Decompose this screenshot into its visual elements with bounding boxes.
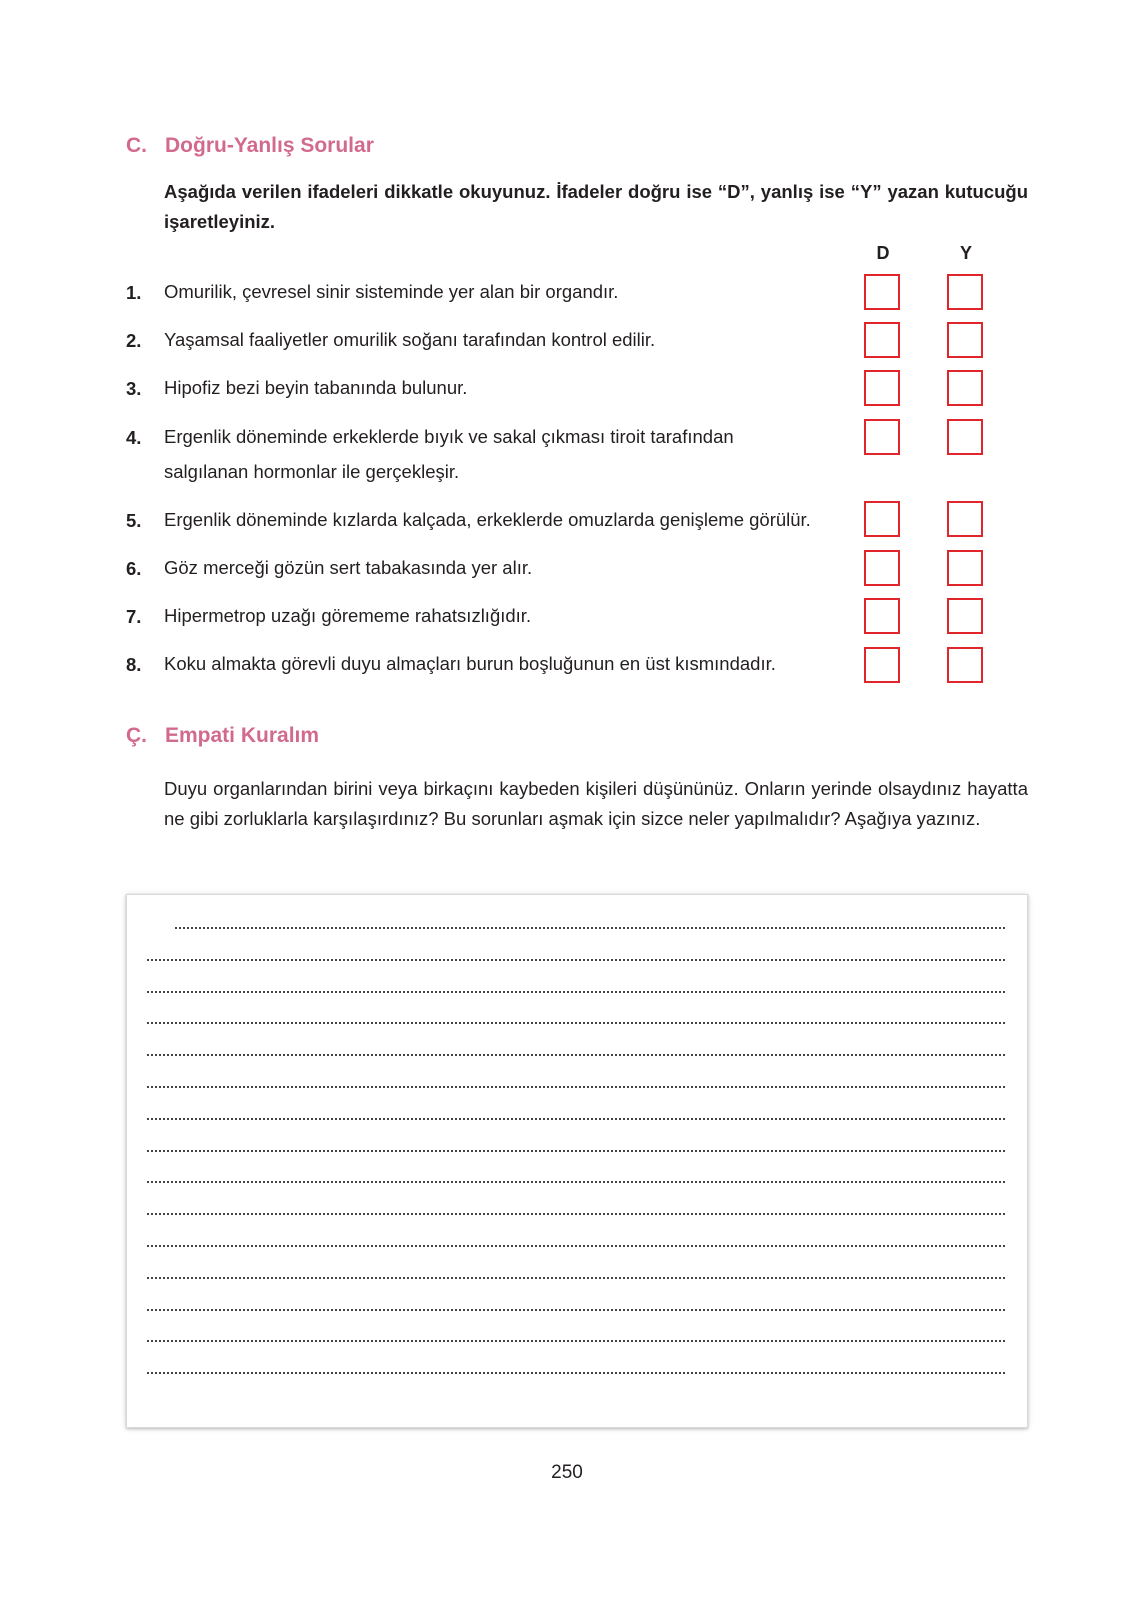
checkbox-false[interactable]: [947, 370, 983, 406]
answer-writing-area[interactable]: [126, 894, 1028, 1428]
column-header-true: D: [876, 243, 890, 263]
question-number: 6.: [126, 558, 142, 579]
checkbox-true[interactable]: [864, 274, 900, 310]
writing-line: [147, 1245, 1005, 1247]
section-c-letter: C.: [126, 134, 147, 157]
writing-line: [147, 1181, 1005, 1183]
writing-line: [147, 1086, 1005, 1088]
question-text: Göz merceği gözün sert tabakasında yer alır.: [164, 557, 533, 578]
checkbox-true[interactable]: [864, 598, 900, 634]
question-number: 1.: [126, 282, 142, 303]
checkbox-true[interactable]: [864, 370, 900, 406]
section-c-title: Doğru-Yanlış Sorular: [165, 134, 374, 157]
writing-line: [147, 1213, 1005, 1215]
page-number: 250: [551, 1462, 583, 1483]
question-number: 5.: [126, 510, 142, 531]
writing-line: [147, 1054, 1005, 1056]
writing-line: [147, 1309, 1005, 1311]
question-number: 3.: [126, 378, 142, 399]
checkbox-true[interactable]: [864, 419, 900, 455]
question-number: 8.: [126, 654, 142, 675]
question-text: Omurilik, çevresel sinir sisteminde yer alan bir organdır.: [164, 281, 619, 302]
writing-line: [147, 1022, 1005, 1024]
checkbox-false[interactable]: [947, 419, 983, 455]
empathy-prompt: Duyu organlarından birini veya birkaçını kaybeden kişileri düşününüz. Onların yerinde olsaydınız hayatta ne gibi zorluklarla karşılaşırdınız? Bu sorunları aşmak için sizce neler yapılmalıdır? Aşağıya yazınız.: [164, 778, 1028, 829]
writing-line: [147, 1150, 1005, 1152]
checkbox-false[interactable]: [947, 550, 983, 586]
section-c-heading: [126, 134, 374, 158]
checkbox-true[interactable]: [864, 550, 900, 586]
checkbox-false[interactable]: [947, 501, 983, 537]
checkbox-false[interactable]: [947, 322, 983, 358]
question-text: Hipofiz bezi beyin tabanında bulunur.: [164, 377, 468, 398]
question-text: Koku almakta görevli duyu almaçları burun boşluğunun en üst kısmındadır.: [164, 653, 776, 674]
question-text: Ergenlik döneminde erkeklerde bıyık ve sakal çıkması tiroit tarafından salgılanan hormonlar ile gerçekleşir.: [164, 426, 734, 482]
question-number: 7.: [126, 606, 142, 627]
writing-line: [147, 1372, 1005, 1374]
checkbox-true[interactable]: [864, 647, 900, 683]
checkbox-true[interactable]: [864, 322, 900, 358]
checkbox-true[interactable]: [864, 501, 900, 537]
writing-line: [147, 1118, 1005, 1120]
writing-line: [147, 959, 1005, 961]
question-text: Hipermetrop uzağı görememe rahatsızlığıdır.: [164, 605, 532, 626]
writing-line: [147, 991, 1005, 993]
writing-line: [175, 927, 1005, 929]
writing-line: [147, 1340, 1005, 1342]
section-cc-letter: Ç.: [126, 724, 147, 747]
column-header-false: Y: [959, 243, 972, 263]
checkbox-false[interactable]: [947, 274, 983, 310]
section-c-instruction: Aşağıda verilen ifadeleri dikkatle okuyunuz. İfadeler doğru ise “D”, yanlış ise “Y” yazan kutucuğu işaretleyiniz.: [164, 181, 1028, 232]
question-text: Yaşamsal faaliyetler omurilik soğanı tarafından kontrol edilir.: [164, 329, 656, 350]
question-number: 2.: [126, 330, 142, 351]
writing-line: [147, 1277, 1005, 1279]
question-number: 4.: [126, 427, 142, 448]
checkbox-false[interactable]: [947, 647, 983, 683]
section-cc-title: Empati Kuralım: [165, 724, 320, 747]
section-cc-heading: [126, 724, 319, 748]
question-text: Ergenlik döneminde kızlarda kalçada, erkeklerde omuzlarda genişleme görülür.: [164, 509, 811, 530]
checkbox-false[interactable]: [947, 598, 983, 634]
